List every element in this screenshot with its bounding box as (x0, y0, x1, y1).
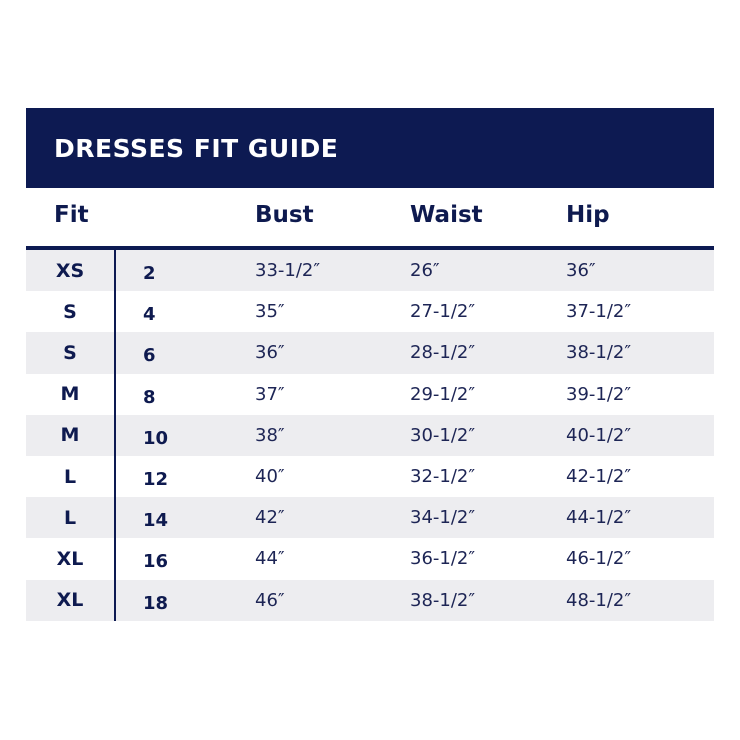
hip-cell: 37-1/2″ (566, 301, 632, 323)
fit-cell: XL (56, 547, 84, 570)
waist-cell: 34-1/2″ (410, 507, 476, 529)
fit-cell: M (60, 383, 80, 406)
table-row (26, 538, 714, 579)
hip-cell: 46-1/2″ (566, 548, 632, 570)
table-row (26, 580, 714, 621)
bust-cell: 42″ (255, 507, 285, 529)
waist-cell: 38-1/2″ (410, 589, 476, 611)
header-fit: Fit (54, 202, 89, 228)
fit-cell: L (63, 506, 77, 529)
size-cell: 4 (143, 304, 156, 326)
hip-cell: 40-1/2″ (566, 424, 632, 446)
bust-cell: 44″ (255, 548, 285, 570)
waist-cell: 26″ (410, 260, 440, 282)
size-cell: 12 (143, 469, 169, 491)
waist-cell: 30-1/2″ (410, 424, 476, 446)
page-title: DRESSES FIT GUIDE (54, 133, 339, 163)
header-bust: Bust (255, 202, 314, 228)
waist-cell: 32-1/2″ (410, 466, 476, 488)
hip-cell: 39-1/2″ (566, 383, 632, 405)
hip-cell: 38-1/2″ (566, 342, 632, 364)
fit-cell: M (60, 424, 80, 447)
title-bar (26, 108, 714, 188)
table-row (26, 415, 714, 456)
size-cell: 2 (143, 263, 156, 285)
waist-cell: 36-1/2″ (410, 548, 476, 570)
bust-cell: 33-1/2″ (255, 260, 321, 282)
hip-cell: 36″ (566, 260, 596, 282)
header-waist: Waist (410, 202, 483, 228)
waist-cell: 29-1/2″ (410, 383, 476, 405)
size-cell: 16 (143, 551, 169, 573)
hip-cell: 42-1/2″ (566, 466, 632, 488)
size-cell: 6 (143, 345, 156, 367)
size-cell: 14 (143, 510, 169, 532)
table-row (26, 291, 714, 332)
fit-cell: XS (55, 259, 85, 282)
table-row (26, 250, 714, 291)
hip-cell: 48-1/2″ (566, 589, 632, 611)
column-header-row (26, 188, 714, 250)
fit-cell: L (63, 465, 77, 488)
waist-cell: 27-1/2″ (410, 301, 476, 323)
bust-cell: 46″ (255, 589, 285, 611)
size-cell: 18 (143, 592, 169, 614)
bust-cell: 36″ (255, 342, 285, 364)
fit-cell: S (63, 341, 77, 364)
fit-guide-table (26, 108, 714, 621)
bust-cell: 35″ (255, 301, 285, 323)
fit-cell: S (63, 300, 77, 323)
size-cell: 8 (143, 386, 156, 408)
size-cell: 10 (143, 427, 169, 449)
table-row (26, 456, 714, 497)
waist-cell: 28-1/2″ (410, 342, 476, 364)
hip-cell: 44-1/2″ (566, 507, 632, 529)
table-body (26, 250, 714, 621)
bust-cell: 38″ (255, 424, 285, 446)
table-row (26, 497, 714, 538)
header-hip: Hip (566, 202, 610, 228)
table-row (26, 374, 714, 415)
table-row (26, 332, 714, 373)
bust-cell: 40″ (255, 466, 285, 488)
bust-cell: 37″ (255, 383, 285, 405)
fit-cell: XL (56, 589, 84, 612)
